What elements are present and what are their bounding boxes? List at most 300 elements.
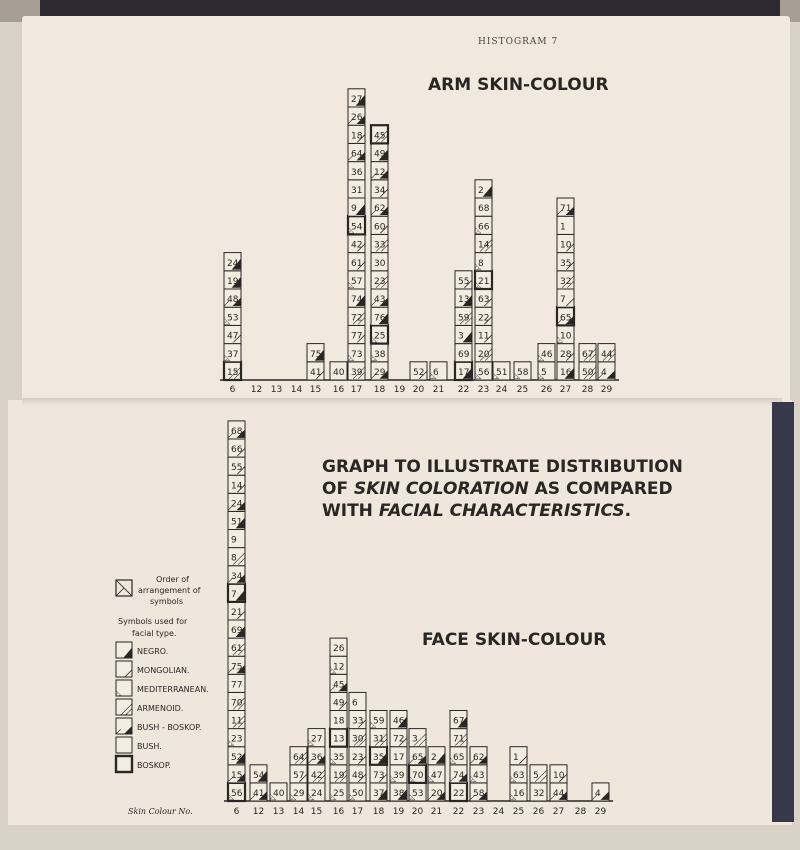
histogram-cell [330, 692, 347, 710]
histogram-cell [228, 493, 245, 511]
svg-text:32: 32 [533, 789, 545, 799]
histogram-cell [349, 729, 366, 747]
histogram-cell [455, 325, 472, 343]
svg-text:11: 11 [231, 716, 243, 727]
histogram-cell [349, 692, 366, 710]
svg-text:62: 62 [473, 752, 485, 763]
svg-text:37: 37 [227, 349, 239, 360]
histogram-cell [228, 656, 245, 674]
svg-text:48: 48 [352, 770, 364, 781]
svg-text:53: 53 [412, 789, 424, 799]
svg-text:51: 51 [231, 517, 243, 528]
legend-item-negro [116, 642, 168, 658]
main-title-line3-c: . [624, 501, 632, 521]
svg-text:64: 64 [293, 752, 305, 763]
arm-chart-title: ARM SKIN-COLOUR [428, 75, 609, 95]
svg-text:73: 73 [351, 349, 363, 360]
histogram-cell [330, 362, 347, 380]
svg-text:77: 77 [231, 680, 243, 691]
histogram-cell [390, 783, 407, 801]
histogram-cell [455, 362, 472, 380]
histogram-cell [530, 765, 547, 783]
svg-text:1: 1 [560, 222, 566, 233]
svg-text:6: 6 [352, 698, 358, 709]
svg-text:24: 24 [227, 258, 239, 269]
histogram-cell [308, 747, 325, 765]
histogram-cell [330, 656, 347, 674]
histogram-cell [455, 307, 472, 325]
svg-text:47: 47 [227, 331, 239, 342]
svg-text:22: 22 [453, 789, 465, 799]
histogram-cell [450, 729, 467, 747]
svg-text:42: 42 [351, 240, 363, 251]
histogram-cell [307, 362, 324, 380]
svg-text:74: 74 [351, 295, 363, 306]
histogram-cell [455, 344, 472, 362]
histogram-cell [390, 747, 407, 765]
histogram-cell [450, 765, 467, 783]
x-tick-label: 28 [581, 385, 594, 395]
main-title-line2 [322, 479, 673, 499]
x-tick-label: 6 [233, 807, 240, 817]
histogram-cell [228, 584, 245, 602]
main-title-line3-a: WITH [322, 501, 379, 521]
histogram-cell [228, 439, 245, 457]
x-tick-label: 20 [411, 807, 424, 817]
histogram-cell [455, 289, 472, 307]
svg-text:BUSH.: BUSH. [137, 742, 162, 751]
histogram-cell [455, 271, 472, 289]
svg-text:23: 23 [231, 734, 243, 745]
histogram-cell [370, 765, 387, 783]
histogram-cell [349, 747, 366, 765]
svg-text:11: 11 [478, 331, 490, 342]
svg-text:10: 10 [560, 240, 572, 251]
histogram-cell [371, 253, 388, 271]
svg-text:24: 24 [231, 499, 243, 510]
histogram-cell [475, 198, 492, 216]
main-title-line2-c: AS COMPARED [528, 479, 673, 499]
svg-text:40: 40 [273, 789, 285, 799]
x-tick-label: 17 [350, 385, 363, 395]
svg-text:16: 16 [513, 789, 525, 799]
histogram-cell [250, 765, 267, 783]
legend-order-line1: Order of [156, 575, 189, 584]
x-tick-label: 18 [372, 807, 385, 817]
svg-text:41: 41 [253, 789, 265, 799]
svg-text:13: 13 [458, 295, 470, 306]
histogram-cell [470, 783, 487, 801]
svg-text:39: 39 [351, 368, 363, 378]
legend-item-mongolian [116, 661, 190, 677]
svg-text:22: 22 [478, 313, 490, 324]
histogram-cell [349, 765, 366, 783]
histogram-cell [409, 747, 426, 765]
svg-text:5: 5 [541, 368, 547, 378]
svg-text:59: 59 [373, 716, 385, 727]
histogram-cell [371, 362, 388, 380]
histogram-cell [475, 325, 492, 343]
svg-text:9: 9 [231, 535, 237, 546]
x-tick-label: 22 [452, 807, 465, 817]
svg-text:30: 30 [352, 734, 364, 745]
svg-text:75: 75 [310, 349, 322, 360]
svg-text:2: 2 [478, 186, 484, 196]
face-chart-title: FACE SKIN-COLOUR [422, 630, 607, 650]
histogram-cell [348, 344, 365, 362]
svg-text:34: 34 [374, 186, 386, 196]
histogram-cell [348, 198, 365, 216]
svg-text:1: 1 [513, 752, 519, 763]
x-tick-label: 15 [310, 807, 323, 817]
histogram-cell [348, 180, 365, 198]
svg-text:74: 74 [453, 770, 465, 781]
svg-text:77: 77 [351, 331, 363, 342]
svg-text:65: 65 [412, 752, 424, 763]
histogram-cell [228, 475, 245, 493]
svg-text:64: 64 [351, 149, 363, 160]
histogram-cell [510, 783, 527, 801]
x-tick-label: 26 [540, 385, 553, 395]
histogram-cell [370, 747, 387, 765]
main-title-line3-b: FACIAL CHARACTERISTICS [378, 501, 625, 521]
histogram-cell [348, 234, 365, 252]
histogram-cell [371, 234, 388, 252]
x-tick-label: 6 [229, 385, 236, 395]
svg-text:14: 14 [231, 481, 243, 492]
histogram-cell [428, 765, 445, 783]
histogram-cell [330, 711, 347, 729]
histogram-cell [228, 783, 245, 801]
histogram-cell [557, 307, 574, 325]
page-header: HISTOGRAM 7 [478, 37, 559, 47]
histogram-cell [390, 765, 407, 783]
svg-text:23: 23 [374, 277, 386, 287]
x-tick-label: 17 [351, 807, 364, 817]
svg-text:72: 72 [393, 734, 405, 745]
svg-text:17: 17 [393, 752, 405, 763]
histogram-cell [538, 362, 555, 380]
histogram-cell [224, 271, 241, 289]
histogram-cell [579, 344, 596, 362]
svg-text:60: 60 [374, 222, 386, 233]
x-tick-label: 21 [430, 807, 443, 817]
svg-text:43: 43 [374, 295, 386, 306]
svg-text:59: 59 [458, 313, 470, 324]
svg-text:24: 24 [311, 789, 323, 799]
histogram-cell [330, 747, 347, 765]
x-tick-label: 24 [492, 807, 505, 817]
histogram-cell [349, 711, 366, 729]
histogram-cell [475, 344, 492, 362]
svg-text:53: 53 [227, 313, 239, 324]
legend-rows [116, 642, 209, 772]
histogram-cell [557, 216, 574, 234]
histogram-cell [410, 362, 427, 380]
histogram-cell [470, 765, 487, 783]
arm-skin-colour-chart [220, 89, 619, 395]
x-tick-label: 20 [412, 385, 425, 395]
svg-text:69: 69 [458, 349, 470, 360]
x-tick-label: 28 [574, 807, 587, 817]
histogram-cell [348, 325, 365, 343]
histogram-cell [224, 325, 241, 343]
svg-text:57: 57 [293, 770, 305, 781]
svg-text:40: 40 [333, 368, 345, 378]
svg-text:20: 20 [478, 349, 490, 360]
svg-text:46: 46 [541, 349, 553, 360]
histogram-cell [330, 729, 347, 747]
histogram-cell [224, 307, 241, 325]
histogram-cell [228, 638, 245, 656]
svg-text:54: 54 [253, 770, 265, 781]
histogram-cell [228, 765, 245, 783]
histogram-cell [371, 325, 388, 343]
svg-text:70: 70 [412, 770, 424, 781]
svg-text:7: 7 [560, 295, 566, 306]
x-tick-label: 19 [393, 385, 406, 395]
histogram-cell [557, 344, 574, 362]
histogram-cell [228, 548, 245, 566]
x-tick-label: 27 [559, 385, 572, 395]
svg-text:55: 55 [231, 463, 243, 474]
svg-text:66: 66 [231, 445, 243, 456]
svg-text:68: 68 [478, 204, 490, 215]
histogram-cell [348, 271, 365, 289]
svg-text:65: 65 [453, 752, 465, 763]
svg-text:MEDITERRANEAN.: MEDITERRANEAN. [137, 685, 209, 694]
svg-text:37: 37 [373, 789, 385, 799]
main-title-line2-b: SKIN COLORATION [353, 479, 529, 499]
histogram-cell [224, 253, 241, 271]
x-tick-label: 12 [252, 807, 265, 817]
svg-text:31: 31 [373, 734, 385, 745]
histogram-cell [228, 530, 245, 548]
x-tick-label: 24 [495, 385, 508, 395]
histogram-cell [493, 362, 510, 380]
histogram-cell [557, 198, 574, 216]
histogram-cell [224, 289, 241, 307]
histogram-cell [348, 216, 365, 234]
svg-text:76: 76 [374, 313, 386, 324]
histogram-cell [228, 729, 245, 747]
histogram-cell [228, 511, 245, 529]
x-tick-label: 29 [600, 385, 613, 395]
histogram-cell [475, 234, 492, 252]
x-tick-label: 22 [457, 385, 470, 395]
x-tick-label: 12 [250, 385, 263, 395]
svg-text:19: 19 [227, 277, 239, 287]
histogram-cell [371, 289, 388, 307]
svg-text:52: 52 [231, 752, 243, 763]
histogram-cell [557, 271, 574, 289]
histogram-cell [450, 711, 467, 729]
svg-text:36: 36 [311, 752, 323, 763]
svg-text:2: 2 [431, 752, 437, 763]
svg-text:MONGOLIAN.: MONGOLIAN. [137, 666, 190, 675]
histogram-cell [348, 125, 365, 143]
svg-text:33: 33 [374, 240, 386, 251]
histogram-cell [250, 783, 267, 801]
histogram-cell [475, 289, 492, 307]
x-tick-label: 14 [292, 807, 305, 817]
histogram-cell [228, 566, 245, 584]
svg-text:50: 50 [352, 789, 364, 799]
svg-text:BUSH - BOSKOP.: BUSH - BOSKOP. [137, 723, 202, 732]
svg-text:52: 52 [413, 368, 425, 378]
histogram-cell [348, 289, 365, 307]
svg-text:26: 26 [351, 113, 363, 124]
svg-text:21: 21 [478, 277, 490, 287]
svg-text:63: 63 [513, 770, 525, 781]
svg-text:72: 72 [351, 313, 363, 324]
histogram-cell [475, 307, 492, 325]
svg-text:58: 58 [473, 789, 485, 799]
histogram-cell [538, 344, 555, 362]
legend-order-marks [116, 580, 132, 596]
svg-text:7: 7 [231, 589, 237, 600]
histogram-cell [557, 234, 574, 252]
x-tick-label: 23 [477, 385, 490, 395]
svg-text:5: 5 [533, 770, 539, 781]
svg-text:9: 9 [351, 204, 357, 215]
histogram-cell [330, 783, 347, 801]
svg-text:13: 13 [333, 734, 345, 745]
svg-text:54: 54 [351, 222, 363, 233]
svg-text:67: 67 [453, 716, 465, 727]
histogram-cell [348, 362, 365, 380]
svg-text:67: 67 [582, 349, 594, 360]
svg-text:14: 14 [478, 240, 490, 251]
histogram-cell [371, 271, 388, 289]
svg-text:45: 45 [333, 680, 345, 691]
histogram-cell [450, 747, 467, 765]
svg-text:56: 56 [478, 368, 490, 378]
histogram-cell [550, 765, 567, 783]
histogram-cell [228, 711, 245, 729]
svg-text:31: 31 [351, 186, 363, 196]
histogram-cell [348, 107, 365, 125]
histogram-cell [308, 729, 325, 747]
legend-item-boskop [116, 756, 171, 772]
histogram-cell [290, 783, 307, 801]
svg-text:6: 6 [433, 368, 439, 378]
svg-text:BOSKOP.: BOSKOP. [137, 761, 171, 770]
x-tick-label: 18 [373, 385, 386, 395]
legend-item-bushboskop [116, 718, 201, 734]
histogram-cell [270, 783, 287, 801]
histogram-cell [475, 271, 492, 289]
x-tick-label: 14 [290, 385, 303, 395]
face-x-axis-label: Skin Colour No. [128, 807, 193, 816]
svg-text:51: 51 [496, 368, 508, 378]
svg-text:63: 63 [478, 295, 490, 306]
svg-text:75: 75 [231, 662, 243, 673]
svg-text:35: 35 [560, 258, 572, 269]
svg-text:38: 38 [374, 349, 386, 360]
legend-item-armenoid [116, 699, 183, 715]
legend-order-line2: arrangement of [138, 586, 201, 595]
svg-text:69: 69 [231, 626, 243, 637]
histogram-cell [348, 307, 365, 325]
svg-text:61: 61 [231, 644, 243, 655]
histogram-cell [557, 325, 574, 343]
svg-text:15: 15 [231, 770, 243, 781]
svg-text:19: 19 [333, 770, 345, 781]
svg-text:15: 15 [227, 368, 239, 378]
svg-text:56: 56 [231, 789, 243, 799]
histogram-cell [371, 162, 388, 180]
svg-text:49: 49 [333, 698, 345, 709]
svg-text:4: 4 [601, 368, 607, 378]
svg-text:35: 35 [373, 752, 385, 763]
histogram-cell [510, 747, 527, 765]
svg-text:8: 8 [231, 553, 237, 564]
histogram-cell [290, 765, 307, 783]
svg-text:17: 17 [458, 368, 470, 378]
histogram-cell [390, 711, 407, 729]
svg-text:42: 42 [311, 770, 323, 781]
histogram-cell [228, 602, 245, 620]
svg-text:4: 4 [595, 789, 601, 799]
svg-text:47: 47 [431, 770, 443, 781]
svg-text:44: 44 [553, 789, 565, 799]
svg-text:36: 36 [351, 167, 363, 178]
histogram-cell [224, 362, 241, 380]
svg-text:30: 30 [374, 258, 386, 269]
histogram-cell [514, 362, 531, 380]
x-tick-label: 25 [516, 385, 529, 395]
svg-text:3: 3 [458, 331, 464, 342]
histogram-cell [228, 692, 245, 710]
histogram-cell [390, 729, 407, 747]
svg-text:10: 10 [553, 770, 565, 781]
histogram-cell [228, 674, 245, 692]
svg-text:62: 62 [374, 204, 386, 215]
svg-text:16: 16 [560, 368, 572, 378]
histogram-cell [371, 216, 388, 234]
svg-text:29: 29 [293, 789, 305, 799]
svg-text:32: 32 [560, 277, 572, 287]
svg-text:45: 45 [374, 131, 386, 142]
svg-text:65: 65 [560, 313, 572, 324]
svg-text:21: 21 [231, 608, 243, 618]
svg-text:33: 33 [352, 716, 364, 727]
x-tick-label: 16 [332, 385, 345, 395]
svg-text:57: 57 [351, 277, 363, 287]
svg-text:41: 41 [310, 368, 322, 378]
histogram-cell [475, 362, 492, 380]
svg-text:71: 71 [453, 734, 465, 745]
svg-text:35: 35 [333, 752, 345, 763]
histogram-cell [348, 143, 365, 161]
histogram-cell [557, 362, 574, 380]
histogram-cell [409, 783, 426, 801]
x-tick-label: 13 [270, 385, 283, 395]
main-title-line2-a: OF [322, 479, 354, 499]
histogram-cell [530, 783, 547, 801]
x-tick-label: 29 [594, 807, 607, 817]
histogram-cell [224, 344, 241, 362]
histogram-cell [228, 620, 245, 638]
legend-order-line3: symbols [150, 597, 184, 606]
legend [116, 575, 209, 772]
x-tick-label: 21 [432, 385, 445, 395]
histogram-cell [290, 747, 307, 765]
svg-text:49: 49 [374, 149, 386, 160]
histogram-cell [557, 289, 574, 307]
svg-text:18: 18 [351, 131, 363, 142]
